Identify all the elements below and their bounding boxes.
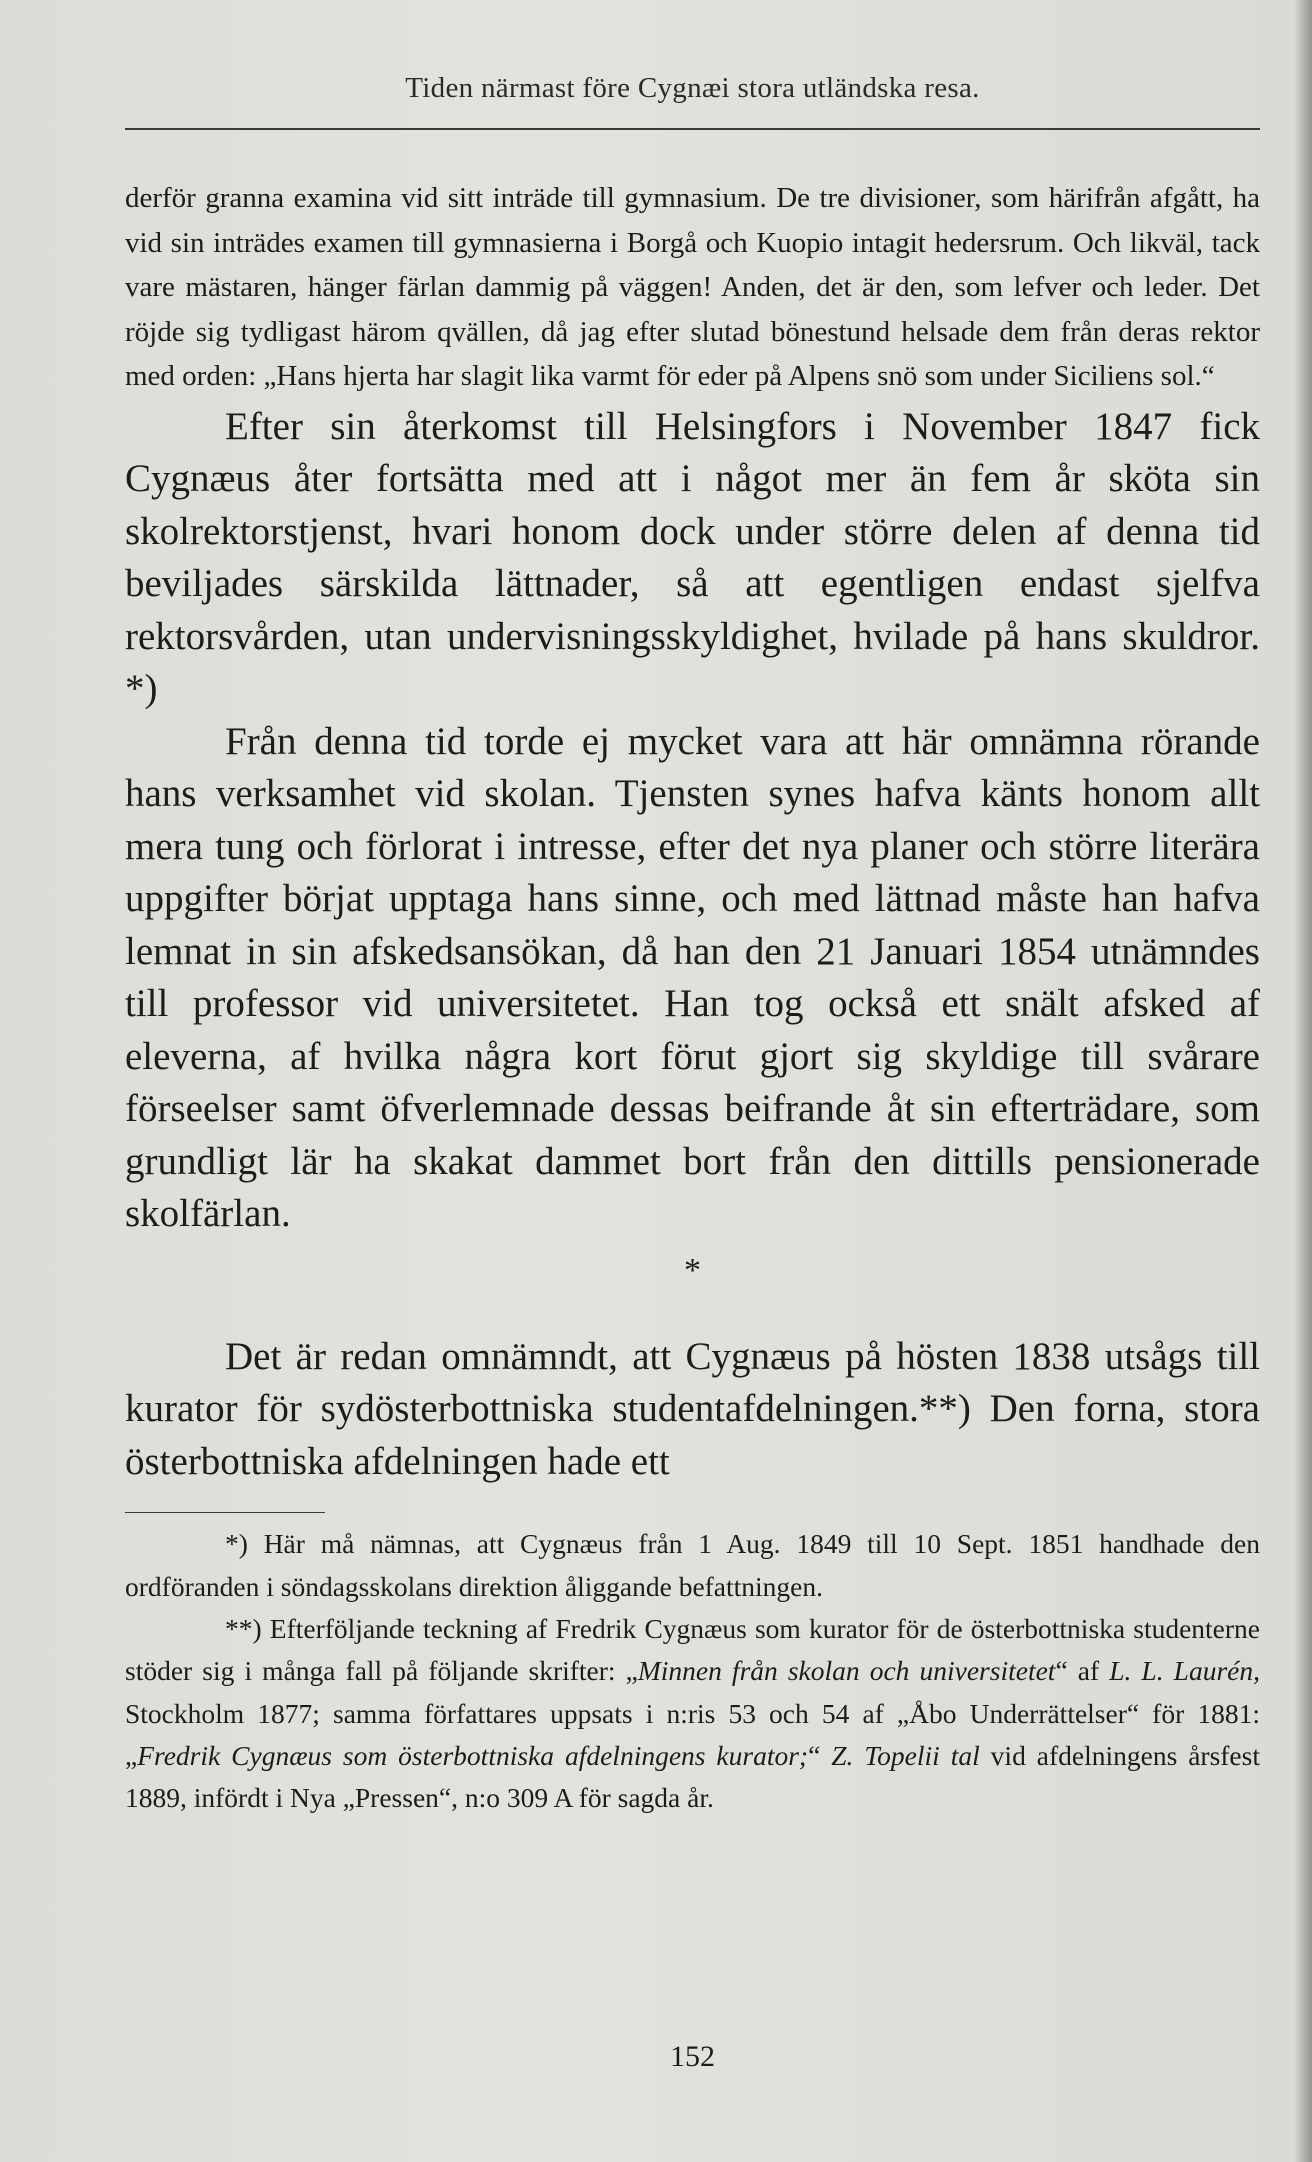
footnote-2-author-1: L. L. Laurén,: [1109, 1655, 1261, 1687]
footnote-2-title-1: Minnen från skolan och universitetet: [637, 1655, 1056, 1687]
footnote-2-text: Stockholm 1877; samma författares uppsats i n:ris 53 och 54 af „Åbo Underrättelser“ för 1881: „: [125, 1697, 1260, 1771]
page-edge-shadow: [1294, 0, 1312, 2162]
page-number: 152: [670, 2040, 715, 2073]
paragraph-3: Det är redan omnämndt, att Cygnæus på hösten 1838 utsågs till kurator för sydösterbottniska studentafdelningen.**) Den forna, stora österbottniska afdelningen hade ett: [125, 1334, 1260, 1483]
main-text: [125, 176, 1260, 1820]
footnote-2-title-2: Fredrik Cygnæus som österbottniska afdelningens kurator;: [137, 1739, 809, 1771]
header-rule: [125, 128, 1260, 130]
footnote-2-title-3: Z. Topelii tal: [831, 1739, 980, 1771]
paragraph-2: Från denna tid torde ej mycket vara att här omnämna rörande hans verksamhet vid skolan. Tjensten synes hafva känts honom allt mera tung och förlorat i intresse, efter det nya planer och större literära uppgifter börjat upptaga hans sinne, och med lättnad måste han hafva lemnat in sin afskedsansökan, då han den 21 Januari 1854 utnämndes till professor vid universitetet. Han tog också ett snält afsked af eleverna, af hvilka några kort förut gjort sig skyldige till svårare förseelser samt öfverlemnade dessas beifrande åt sin efterträdare, som grundligt lär ha skakat dammet bort från den dittills pensionerade skolfärlan.: [125, 719, 1260, 1236]
footnote-2: [125, 1608, 1260, 1819]
footnote-2-text: **) Efterföljande teckning af Fredrik Cygnæus som kurator för de österbottniska studenterne stöder sig i många fall på följande skrifter: „: [125, 1613, 1260, 1687]
footnote-1: *) Här må nämnas, att Cygnæus från 1 Aug. 1849 till 10 Sept. 1851 handhade den ordföranden i söndagsskolans direktion åliggande befattningen.: [125, 1528, 1260, 1602]
paragraph-1: Efter sin återkomst till Helsingfors i November 1847 fick Cygnæus åter fortsätta med att i något mer än fem år sköta sin skolrektorstjenst, hvari honom dock under större delen af denna tid beviljades särskilda lättnader, så att egentligen endast sjelfva rektorsvården, utan undervisningsskyldighet, hvilade på hans skuldror. *): [125, 404, 1260, 711]
section-asterism: *: [684, 1251, 701, 1289]
footnote-rule: [125, 1512, 325, 1513]
footnote-2-text: “ af: [1055, 1655, 1110, 1687]
footnote-2-text: vid afdelningens årsfest 1889, infördt i Nya „Pressen“, n:o 309 A för sagda år.: [125, 1739, 1260, 1814]
footnote-2-text: “: [808, 1739, 832, 1771]
intro-paragraph: derför granna examina vid sitt inträde till gymnasium. De tre divisioner, som härifrån afgått, ha vid sin inträdes examen till gymnasierna i Borgå och Kuopio intagit hedersrum. Och likväl, tack vare mästaren, hänger färlan dammig på väggen! Anden, det är den, som lefver och leder. Det röjde sig tydligast härom qvällen, då jag efter slutad bönestund helsade dem från deras rektor med orden: „Hans hjerta har slagit lika varmt för eder på Alpens snö som under Siciliens sol.“: [125, 182, 1260, 393]
running-head: Tiden närmast före Cygnæi stora utländska resa.: [405, 72, 980, 104]
